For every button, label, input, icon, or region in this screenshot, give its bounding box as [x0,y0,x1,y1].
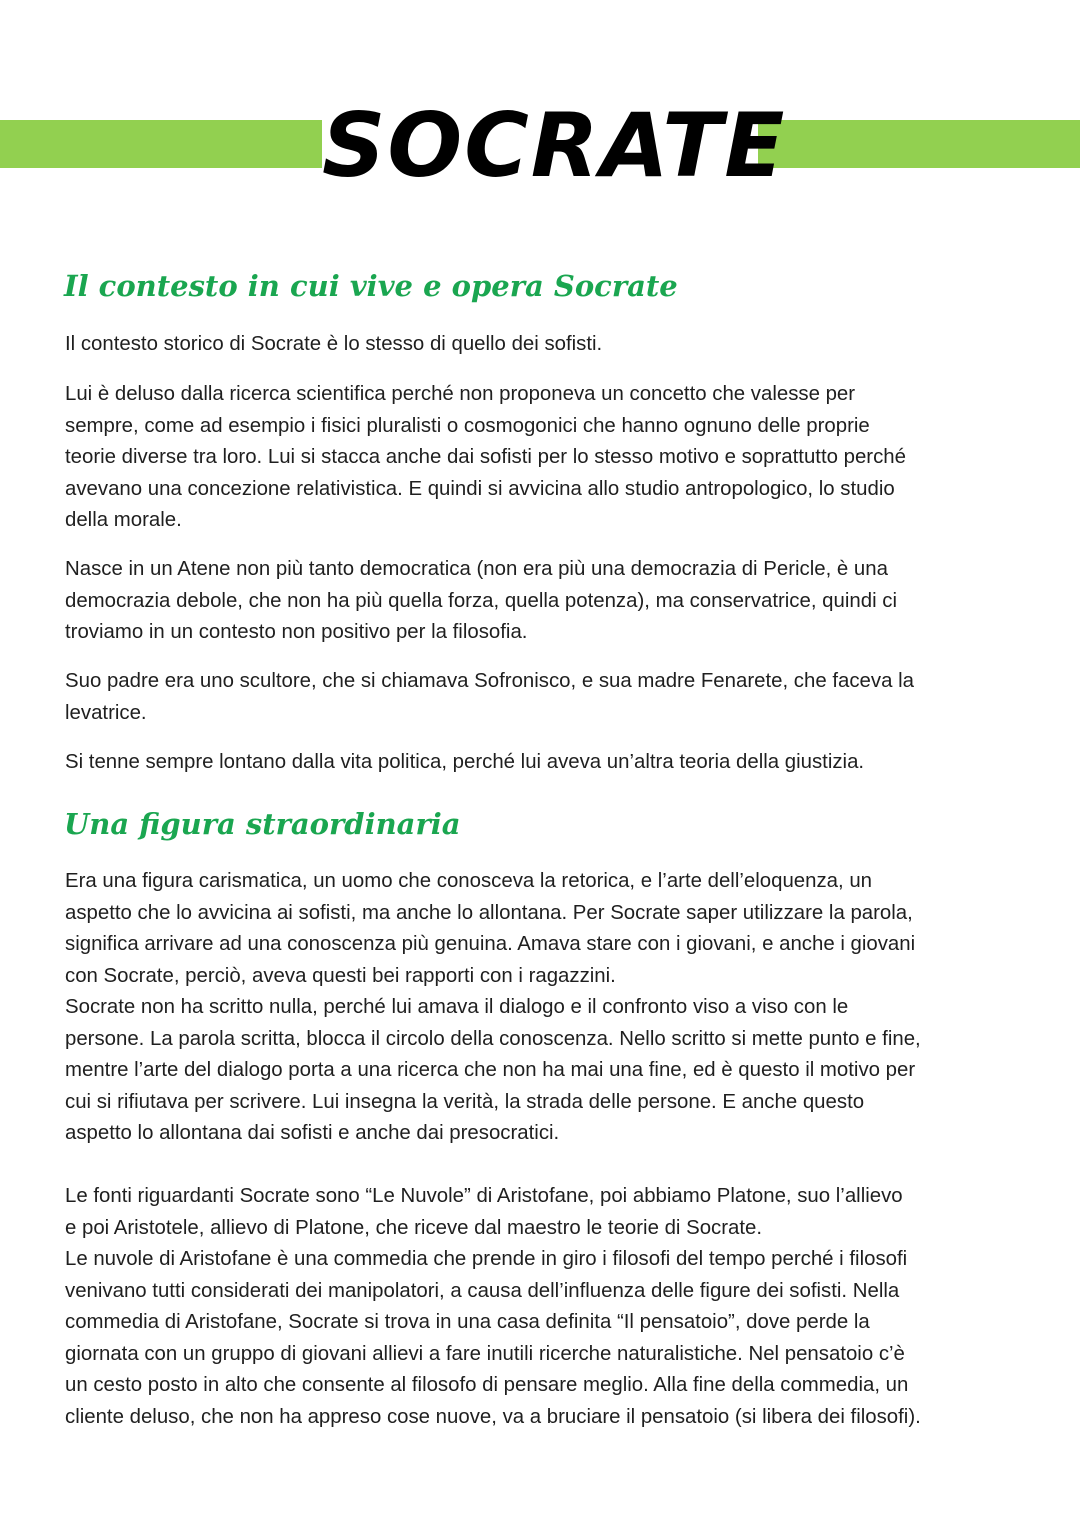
page-title: SOCRATE [322,94,787,197]
paragraph: Era una figura carismatica, un uomo che conosceva la retorica, e l’arte dell’eloquenza, un aspetto che lo avvicina ai sofisti, ma anche lo allontana. Per Socrate saper utilizzare la parola, significa arrivare ad una conoscenza più genuina. Amava stare con i giovani, e anche i giovani con Socrate, perciò, aveva questi bei rapporti con i ragazzini. Socrate non ha scritto nulla, perché lui amava il dialogo e il confronto viso a viso con le persone. La parola scritta, blocca il circolo della conoscenza. Nello scritto si mette punto e fine, mentre l’arte del dialogo porta a una ricerca che non ha mai una fine, ed è questo il motivo per cui si rifiutava per scrivere. Lui insegna la verità, la strada delle persone. E anche questo aspetto lo allontana dai sofisti e anche dai presocratici. [65,870,921,1144]
section-heading-context: Il contesto in cui vive e opera Socrate [64,269,678,303]
title-container [322,92,787,200]
paragraph: Nasce in un Atene non più tanto democratica (non era più una democrazia di Pericle, è una democrazia debole, che non ha più quella forza, quella potenza), ma conservatrice, quindi ci troviamo in un contesto non positivo per la filosofia. [65,558,897,643]
paragraph: Il contesto storico di Socrate è lo stesso di quello dei sofisti. [65,333,603,355]
paragraph: Si tenne sempre lontano dalla vita politica, perché lui aveva un’altra teoria della giustizia. [65,751,865,773]
paragraph: Le fonti riguardanti Socrate sono “Le Nuvole” di Aristofane, poi abbiamo Platone, suo l’allievo e poi Aristotele, allievo di Platone, che riceve dal maestro le teorie di Socrate. Le nuvole di Aristofane è una commedia che prende in giro i filosofi del tempo perché i filosofi venivano tutti considerati dei manipolatori, a causa dell’influenza delle figure dei sofisti. Nella commedia di Aristofane, Socrate si trova in una casa definita “Il pensatoio”, dove perde la giornata con un gruppo di giovani allievi a fare inutili ricerche naturalistiche. Nel pensatoio c’è un cesto posto in alto che consente al filosofo di pensare meglio. Alla fine della commedia, un cliente deluso, che non ha appreso cose nuove, va a bruciare il pensatoio (si libera dei filosofi). [65,1185,921,1428]
paragraph: Suo padre era uno scultore, che si chiamava Sofronisco, e sua madre Fenarete, che faceva la levatrice. [65,670,914,724]
section-heading-figure: Una figura straordinaria [64,807,461,841]
paragraph: Lui è deluso dalla ricerca scientifica perché non proponeva un concetto che valesse per sempre, come ad esempio i fisici pluralisti o cosmogonici che hanno ognuno delle proprie teorie diverse tra loro. Lui si stacca anche dai sofisti per lo stesso motivo e soprattutto perché avevano una concezione relativistica. E quindi si avvicina allo studio antropologico, lo studio della morale. [65,383,906,531]
